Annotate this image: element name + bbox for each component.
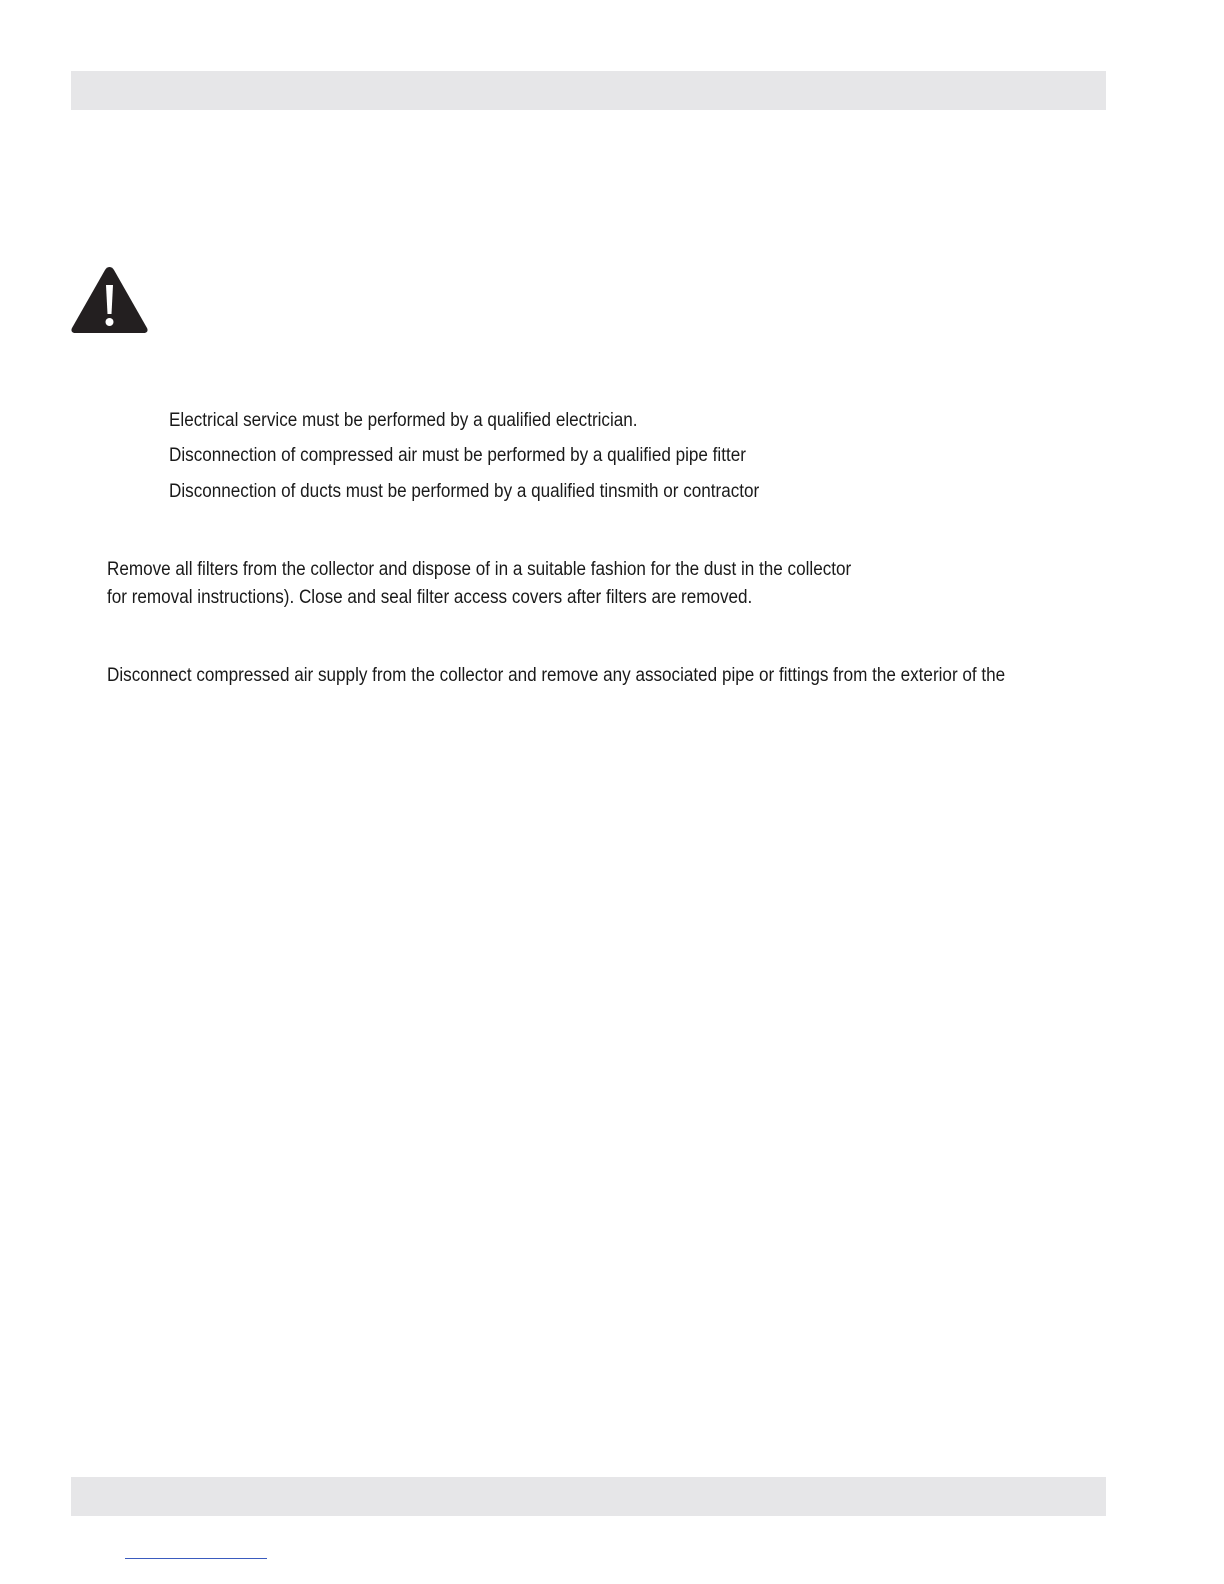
compressed-air-step-line: Disconnect compressed air supply from the collector and remove any associated pipe or fittings from the exterior of the (107, 665, 1006, 686)
warning-line-electrical: Electrical service must be performed by a qualified electrician. (169, 410, 638, 431)
footer-link-underline[interactable] (125, 1558, 267, 1559)
warning-line-ducts: Disconnection of ducts must be performed by a qualified tinsmith or contractor (169, 481, 760, 502)
header-band (71, 71, 1106, 110)
warning-triangle-icon (70, 265, 149, 335)
filter-step-line-1: Remove all filters from the collector and dispose of in a suitable fashion for the dust in the collector (107, 559, 852, 580)
warning-line-compressed-air: Disconnection of compressed air must be performed by a qualified pipe fitter (169, 445, 746, 466)
footer-band (71, 1477, 1106, 1516)
filter-step-line-2: for removal instructions). Close and seal filter access covers after filters are removed. (107, 587, 753, 608)
